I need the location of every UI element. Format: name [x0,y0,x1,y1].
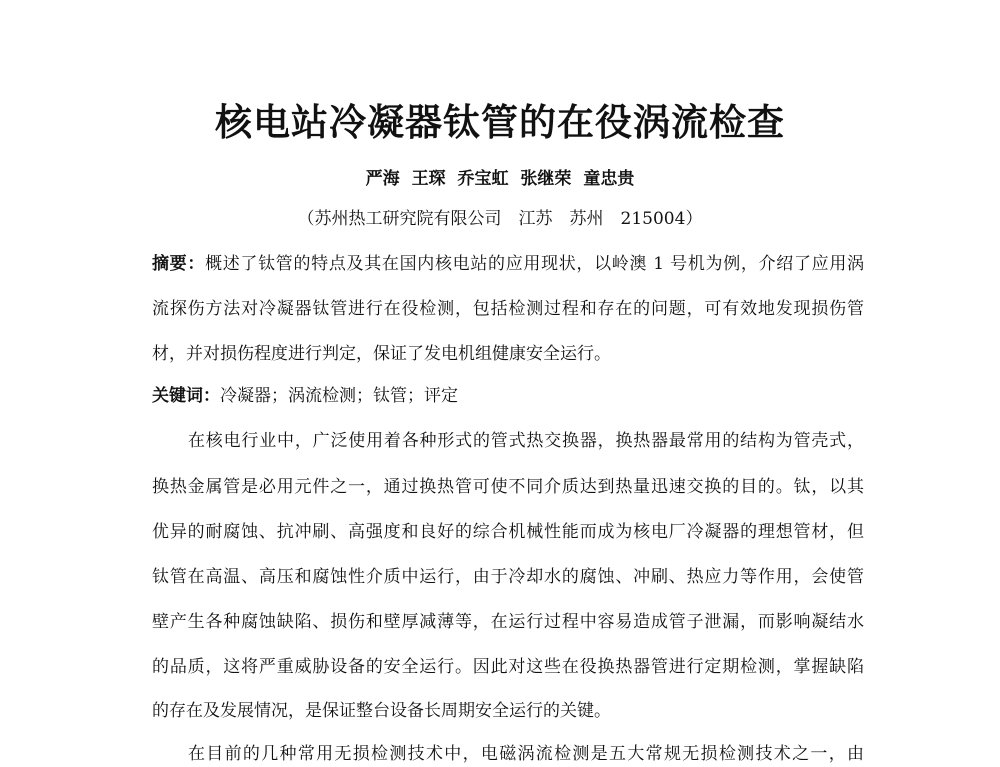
body-line: 钛管在高温、高压和腐蚀性介质中运行，由于冷却水的腐蚀、冲刷、热应力等作用，会使管 [152,567,864,587]
abstract-label: 摘要： [152,254,206,274]
body-line: 优异的耐腐蚀、抗冲刷、高强度和良好的综合机械性能而成为核电厂冷凝器的理想管材，但 [152,522,864,542]
author-name: 童忠贵 [583,169,635,189]
author-name: 乔宝虹 [457,169,509,189]
author-name: 王琛 [411,169,446,189]
body-line: 在核电行业中，广泛使用着各种形式的管式热交换器，换热器最常用的结构为管壳式， [188,431,864,451]
author-name: 张继荣 [520,169,572,189]
abstract-line: 流探伤方法对冷凝器钛管进行在役检测，包括检测过程和存在的问题，可有效地发现损伤管 [152,299,864,319]
body-line: 在目前的几种常用无损检测技术中，电磁涡流检测是五大常规无损检测技术之一，由 [188,744,864,764]
author-name: 严海 [365,169,400,189]
affiliation: （苏州热工研究院有限公司 江苏 苏州 215004） [297,209,703,229]
body-line: 的存在及发展情况，是保证整台设备长周期安全运行的关键。 [152,701,611,721]
abstract-line [152,251,864,277]
keywords-text: 冷凝器；涡流检测；钛管；评定 [220,386,458,406]
paper-title: 核电站冷凝器钛管的在役涡流检查 [215,100,785,144]
abstract-line: 材，并对损伤程度进行判定，保证了发电机组健康安全运行。 [152,344,611,364]
body-line: 壁产生各种腐蚀缺陷、损伤和壁厚减薄等，在运行过程中容易造成管子泄漏，而影响凝结水 [152,612,864,632]
body-line: 换热金属管是必用元件之一，通过换热管可使不同介质达到热量迅速交换的目的。钛，以其 [152,477,864,497]
body-line: 的品质，这将严重威胁设备的安全运行。因此对这些在役换热器管进行定期检测，掌握缺陷 [152,657,864,677]
keywords-line [152,383,864,409]
author-list [0,166,1000,192]
keywords-label: 关键词： [152,386,220,406]
abstract-text: 概述了钛管的特点及其在国内核电站的应用现状，以岭澳 1 号机为例，介绍了应用涡 [205,254,864,274]
